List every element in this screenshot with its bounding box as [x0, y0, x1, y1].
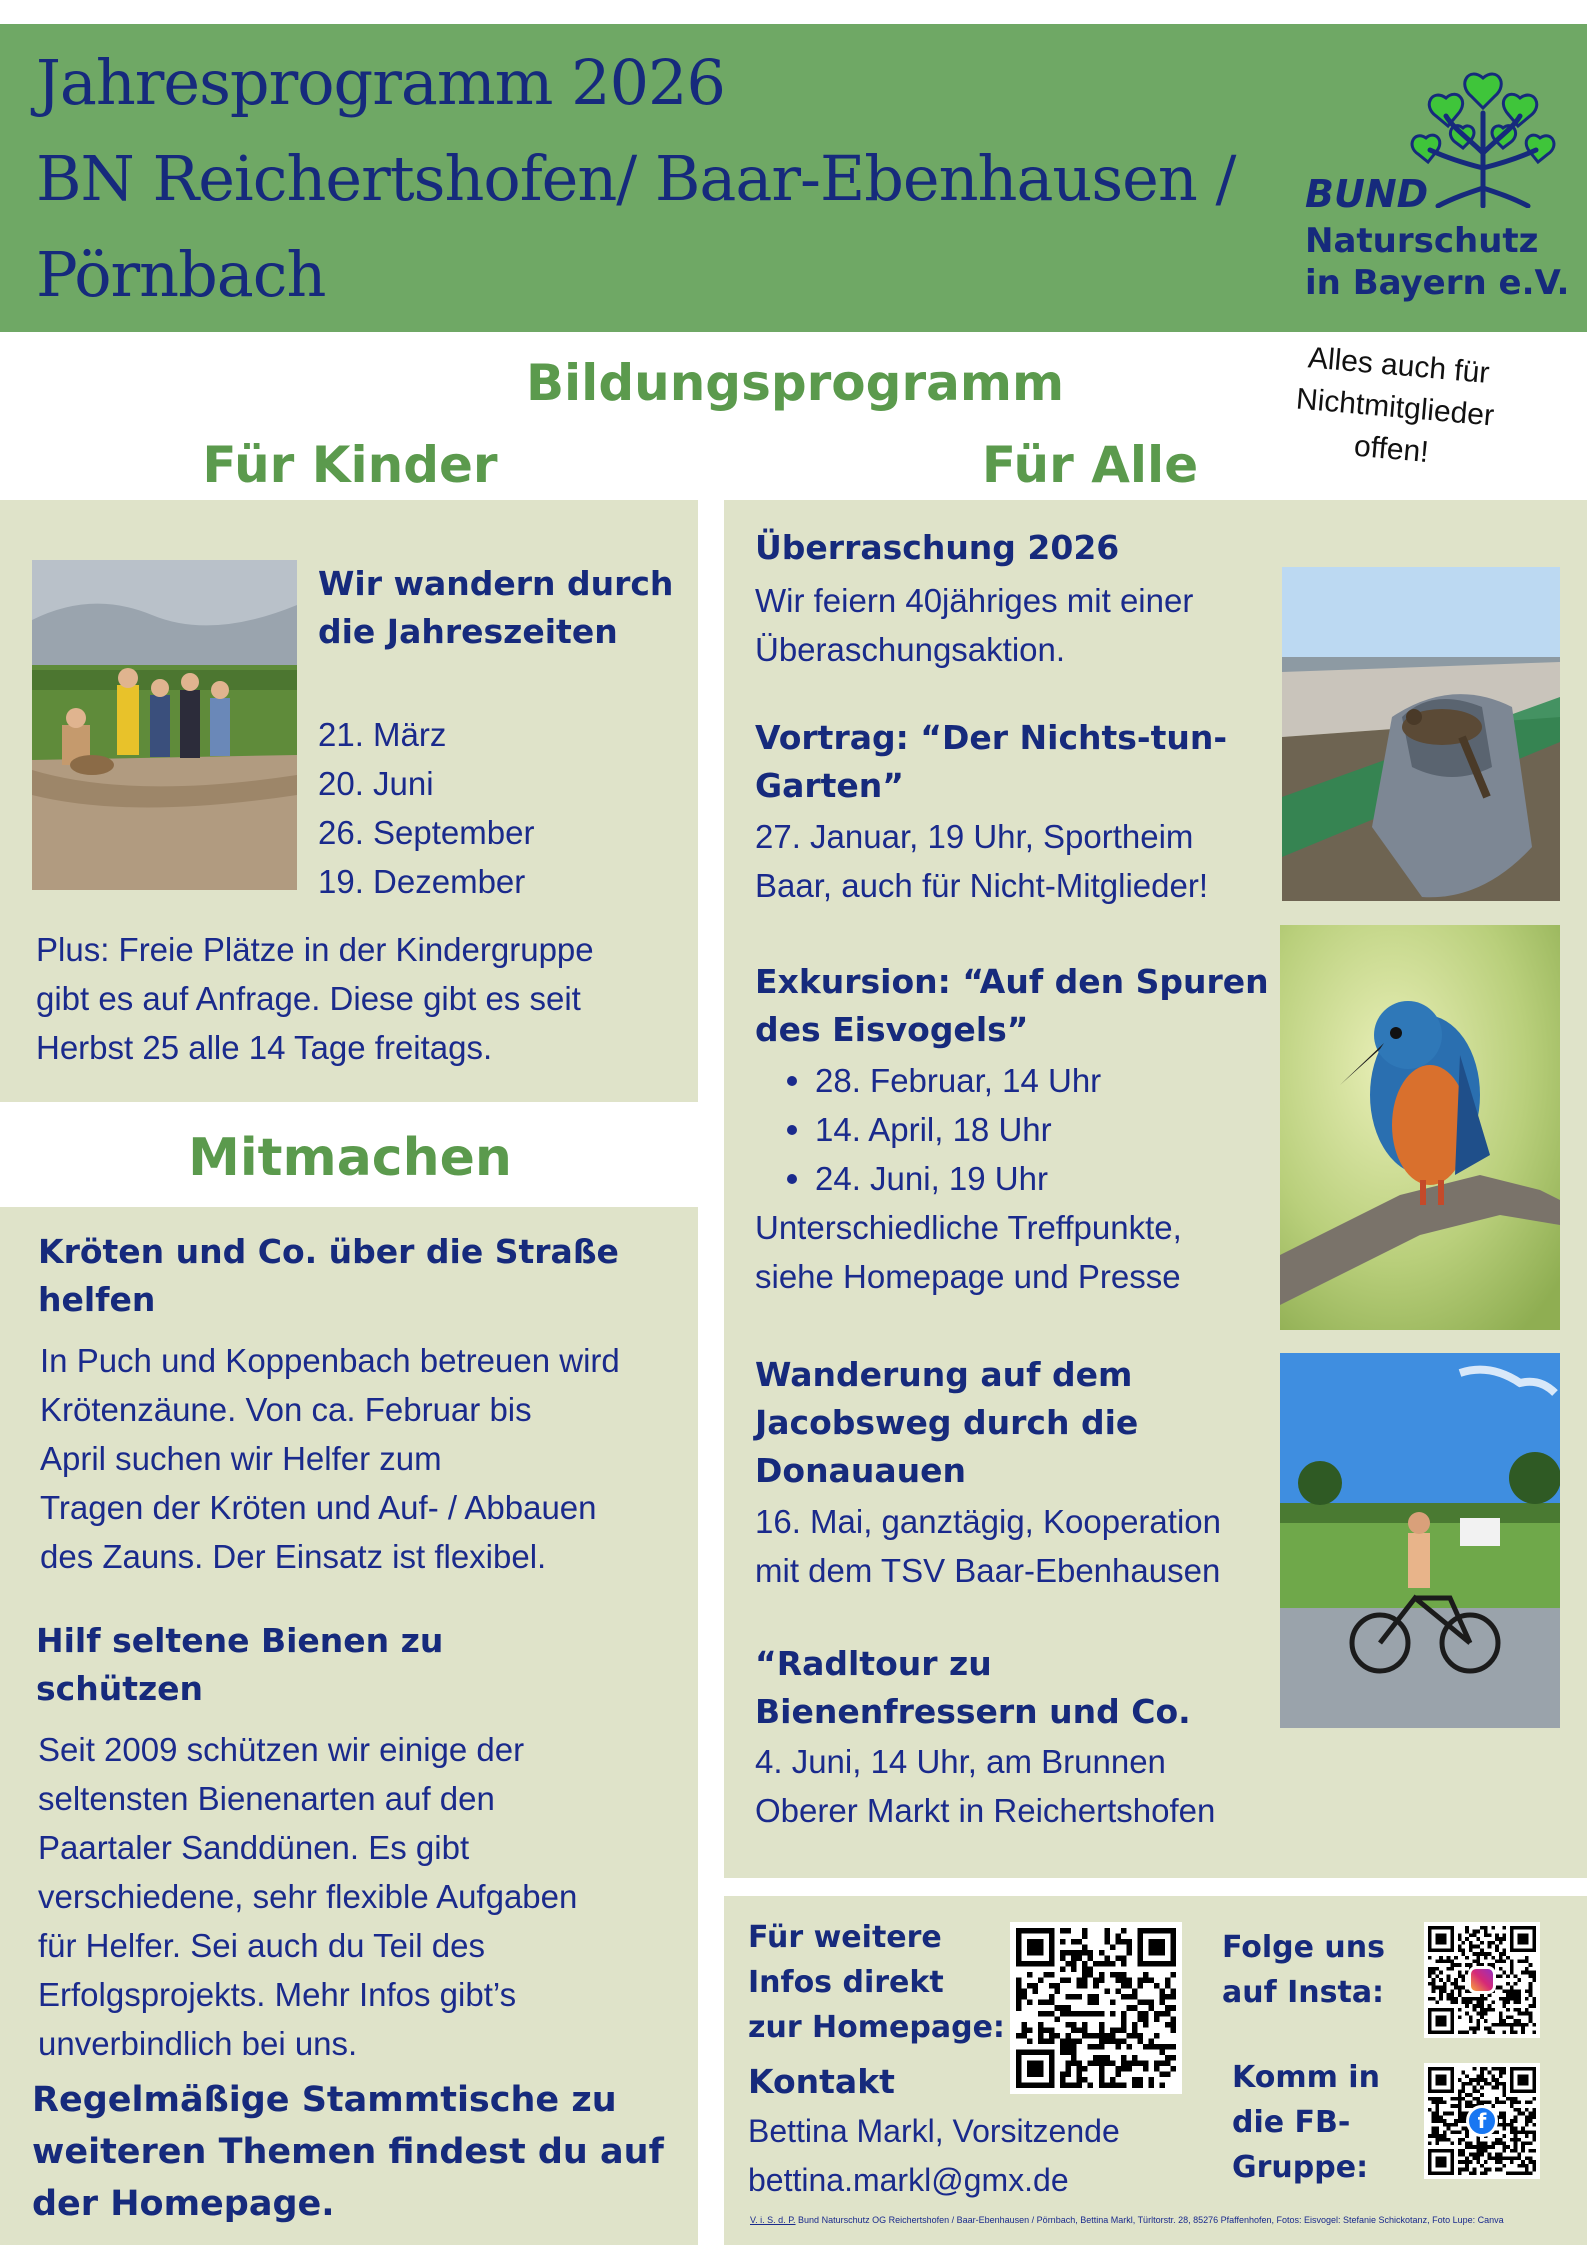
bienen-body-line: Seit 2009 schützen wir einige der — [38, 1731, 525, 1768]
kroeten-body — [40, 1336, 690, 1581]
bienen-heading-line: schützen — [36, 1669, 204, 1708]
logo-bayern-text: in Bayern e.V. — [1305, 263, 1570, 303]
event5-title-line: “Radltour zu — [755, 1644, 992, 1683]
header-title-line1: Jahresprogramm 2026 — [36, 46, 725, 119]
insta-qr-code[interactable] — [1424, 1922, 1540, 2038]
stammtisch-line: der Homepage. — [32, 2184, 335, 2224]
mitmachen-title: Mitmachen — [188, 1128, 512, 1188]
event4-body — [755, 1497, 1275, 1595]
event4-title-line: Wanderung auf dem — [755, 1355, 1133, 1394]
insta-label — [1222, 1925, 1422, 2015]
kontakt-name: Bettina Markl, Vorsitzende — [748, 2113, 1120, 2149]
note-line: offen! — [1352, 429, 1430, 470]
event5-body — [755, 1737, 1275, 1835]
event5-title — [755, 1640, 1275, 1736]
note-line: Alles auch für — [1306, 341, 1491, 391]
kinder-plus-line: Herbst 25 alle 14 Tage freitags. — [36, 1029, 493, 1066]
stammtisch-line: weiteren Themen findest du auf — [32, 2132, 664, 2172]
header-title-line2: BN Reichertshofen/ Baar-Ebenhausen / — [36, 142, 1236, 215]
logo-bund-text: BUND — [1305, 172, 1429, 216]
bienen-body-line: Paartaler Sanddünen. Es gibt — [38, 1829, 470, 1866]
bienen-body-line: verschiedene, sehr flexible Aufgaben — [38, 1878, 578, 1915]
event4-title-line: Donauauen — [755, 1451, 966, 1490]
event2-title — [755, 714, 1275, 810]
event5-body-line: 4. Juni, 14 Uhr, am Brunnen — [755, 1743, 1166, 1780]
event3-body — [755, 1203, 1275, 1301]
kroeten-body-line: In Puch und Koppenbach betreuen wird — [40, 1342, 620, 1379]
instagram-icon — [1468, 1966, 1496, 1994]
bienen-body — [38, 1725, 688, 2068]
fuer-kinder-title: Für Kinder — [202, 436, 498, 494]
fuer-alle-title: Für Alle — [981, 436, 1199, 494]
kinder-heading — [318, 560, 688, 656]
homepage-label-line: zur Homepage: — [748, 2010, 1005, 2045]
insta-label-line: Folge uns — [1222, 1930, 1386, 1965]
bildungsprogramm-title: Bildungsprogramm — [525, 354, 1065, 412]
event1-body — [755, 576, 1275, 674]
kinder-date: 20. Juni — [318, 765, 434, 802]
event3-body-line: siehe Homepage und Presse — [755, 1258, 1181, 1295]
event5-body-line: Oberer Markt in Reichertshofen — [755, 1792, 1216, 1829]
event4-title-line: Jacobsweg durch die — [755, 1403, 1139, 1442]
event2-body-line: Baar, auch für Nicht-Mitglieder! — [755, 867, 1209, 904]
event3-date: 28. Februar, 14 Uhr — [755, 1056, 1275, 1105]
kroeten-body-line: des Zauns. Der Einsatz ist flexibel. — [40, 1538, 547, 1575]
kroeten-heading-line: Kröten und Co. über die Straße — [38, 1232, 619, 1271]
event2-title-line: Vortrag: “Der Nichts-tun- — [755, 718, 1228, 757]
bienen-body-line: für Helfer. Sei auch du Teil des — [38, 1927, 485, 1964]
note-line: Nichtmitglieder — [1294, 382, 1496, 433]
homepage-label-line: Infos direkt — [748, 1965, 944, 2000]
logo-naturschutz-text: Naturschutz — [1305, 221, 1539, 261]
event4-body-line: 16. Mai, ganztägig, Kooperation — [755, 1503, 1221, 1540]
bienen-heading-line: Hilf seltene Bienen zu — [36, 1621, 444, 1660]
homepage-qr-code[interactable] — [1010, 1922, 1182, 2094]
kroeten-heading — [38, 1228, 688, 1324]
eisvogel-photo — [1280, 925, 1560, 1330]
event1-title: Überraschung 2026 — [755, 528, 1120, 567]
fb-qr-code[interactable] — [1424, 2063, 1540, 2179]
kroete-hand-photo — [1282, 567, 1560, 901]
insta-label-line: auf Insta: — [1222, 1975, 1385, 2010]
bienen-body-line: unverbindlich bei uns. — [38, 2025, 358, 2062]
event2-body-line: 27. Januar, 19 Uhr, Sportheim — [755, 818, 1194, 855]
radler-photo — [1280, 1353, 1560, 1728]
kroeten-body-line: April suchen wir Helfer zum — [40, 1440, 442, 1477]
fb-label-line: Gruppe: — [1232, 2150, 1369, 2185]
kontakt-title: Kontakt — [748, 2062, 895, 2101]
event2-title-line: Garten” — [755, 766, 904, 805]
footnote-visdp: V. i. S. d. P. — [750, 2215, 796, 2225]
stammtisch-line: Regelmäßige Stammtische zu — [32, 2080, 617, 2120]
kinder-heading-line: die Jahreszeiten — [318, 612, 618, 651]
kinder-date: 21. März — [318, 716, 447, 753]
kinder-date: 19. Dezember — [318, 863, 526, 900]
event4-body-line: mit dem TSV Baar-Ebenhausen — [755, 1552, 1221, 1589]
kinder-date: 26. September — [318, 814, 535, 851]
fb-label-line: Komm in — [1232, 2060, 1380, 2095]
event3-date: 24. Juni, 19 Uhr — [755, 1154, 1275, 1203]
nichtmitglieder-note — [1260, 334, 1530, 482]
footnote — [750, 2215, 1570, 2225]
homepage-label-line: Für weitere — [748, 1920, 942, 1955]
bund-tree-logo-icon — [1408, 58, 1558, 208]
footnote-text: Bund Naturschutz OG Reichertshofen / Baar-Ebenhausen / Pörnbach, Bettina Markl, Türltorstr. 28, 85276 Pfaffenhofen, Fotos: Eisvogel: Stefanie Schickotanz, Foto Lupe: Canva — [795, 2215, 1504, 2225]
kinder-plus-line: Plus: Freie Plätze in der Kindergruppe — [36, 931, 594, 968]
event3-title — [755, 958, 1275, 1054]
header-title-line3: Pörnbach — [36, 238, 326, 311]
kinder-heading-line: Wir wandern durch — [318, 564, 674, 603]
event3-dates — [755, 1056, 1275, 1203]
kroeten-body-line: Tragen der Kröten und Auf- / Abbauen — [40, 1489, 597, 1526]
kontakt-email[interactable]: bettina.markl@gmx.de — [748, 2162, 1069, 2198]
kinder-wanderung-photo — [32, 560, 297, 890]
kinder-plus-text — [36, 925, 686, 1072]
kinder-dates — [318, 710, 688, 906]
kroeten-heading-line: helfen — [38, 1280, 156, 1319]
event3-date: 14. April, 18 Uhr — [755, 1105, 1275, 1154]
event1-body-line: Wir feiern 40jähriges mit einer — [755, 582, 1194, 619]
bienen-heading — [36, 1617, 686, 1713]
facebook-icon: f — [1466, 2105, 1498, 2137]
bienen-body-line: Erfolgsprojekts. Mehr Infos gibt’s — [38, 1976, 517, 2013]
stammtisch-text — [32, 2074, 692, 2230]
event3-title-line: des Eisvogels” — [755, 1010, 1029, 1049]
event3-title-line: Exkursion: “Auf den Spuren — [755, 962, 1269, 1001]
event5-title-line: Bienenfressern und Co. — [755, 1692, 1191, 1731]
kinder-plus-line: gibt es auf Anfrage. Diese gibt es seit — [36, 980, 581, 1017]
event4-title — [755, 1351, 1275, 1495]
event2-body — [755, 812, 1275, 910]
fb-label — [1232, 2055, 1432, 2190]
event1-body-line: Überaschungsaktion. — [755, 631, 1066, 668]
kroeten-body-line: Krötenzäune. Von ca. Februar bis — [40, 1391, 532, 1428]
homepage-label — [748, 1915, 1008, 2050]
bienen-body-line: seltensten Bienenarten auf den — [38, 1780, 495, 1817]
event3-body-line: Unterschiedliche Treffpunkte, — [755, 1209, 1182, 1246]
fb-label-line: die FB- — [1232, 2105, 1351, 2140]
